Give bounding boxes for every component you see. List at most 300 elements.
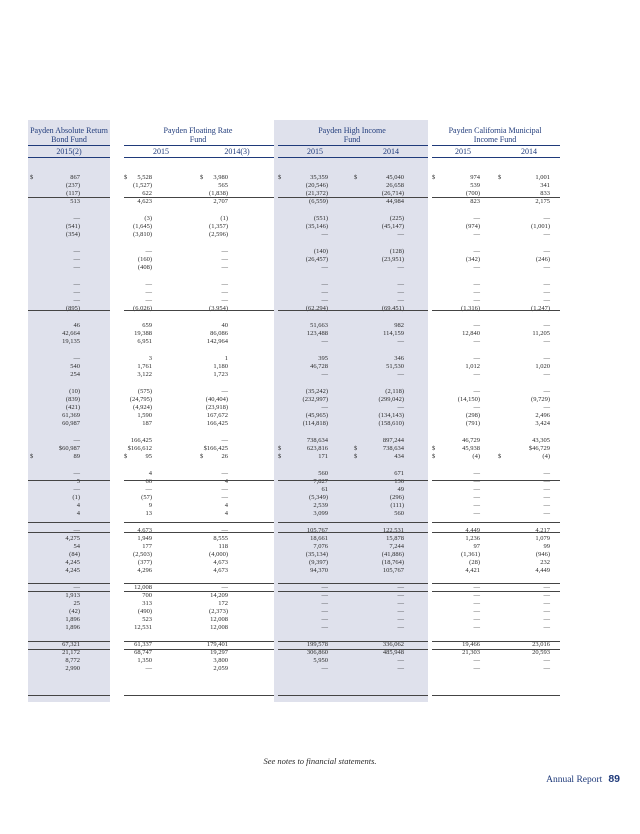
total-rule xyxy=(28,532,110,533)
table-cell: 95 xyxy=(145,453,152,460)
table-cell: 19,388 xyxy=(134,330,152,337)
table-cell: 199,578 xyxy=(306,641,328,648)
table-cell: 2,707 xyxy=(213,198,228,205)
table-cell: (160) xyxy=(137,256,152,263)
table-cell: — xyxy=(321,608,328,615)
table-cell: — xyxy=(473,289,480,296)
total-rule xyxy=(28,695,110,696)
table-row xyxy=(28,281,560,289)
table-cell: — xyxy=(321,264,328,271)
table-cell: — xyxy=(473,592,480,599)
table-cell: — xyxy=(221,584,228,591)
table-cell: 1,761 xyxy=(137,363,152,370)
table-cell: — xyxy=(221,437,228,444)
table-cell: 89 xyxy=(73,453,80,460)
table-cell: — xyxy=(73,297,80,304)
year-header: 2014 xyxy=(383,147,399,156)
total-rule xyxy=(28,583,110,584)
table-cell: 395 xyxy=(318,355,328,362)
table-cell: (1,316) xyxy=(461,305,480,312)
table-cell: 623,816 xyxy=(306,445,328,452)
table-cell: — xyxy=(73,486,80,493)
table-cell: 12,008 xyxy=(210,616,228,623)
table-cell: 254 xyxy=(70,371,80,378)
table-row xyxy=(28,330,560,338)
table-cell: — xyxy=(145,486,152,493)
table-cell: — xyxy=(321,616,328,623)
table-cell: (2,118) xyxy=(385,388,404,395)
table-cell: (1,247) xyxy=(531,305,550,312)
currency-sign: $ xyxy=(278,453,282,460)
table-cell: — xyxy=(73,470,80,477)
fund-name-line: Fund xyxy=(343,135,361,144)
table-cell: 1,001 xyxy=(535,174,550,181)
table-cell: — xyxy=(397,608,404,615)
total-rule xyxy=(28,522,110,523)
table-cell: 67,321 xyxy=(62,641,80,648)
table-cell: $60,987 xyxy=(58,445,80,452)
table-cell: 1,236 xyxy=(465,535,480,542)
table-cell: (1,838) xyxy=(209,190,228,197)
table-row xyxy=(28,437,560,445)
table-cell: 7,827 xyxy=(313,478,328,485)
table-cell: 4,673 xyxy=(213,559,228,566)
fund-name-line: Income Fund xyxy=(473,135,517,144)
table-cell: — xyxy=(473,600,480,607)
table-cell: — xyxy=(473,608,480,615)
table-cell: (4,924) xyxy=(133,404,152,411)
table-cell: 485,948 xyxy=(382,649,404,656)
header-divider xyxy=(432,145,560,146)
currency-sign: $ xyxy=(354,445,358,452)
year-divider xyxy=(28,157,110,158)
table-cell: (35,134) xyxy=(305,551,328,558)
table-row xyxy=(28,551,560,559)
table-cell: — xyxy=(397,624,404,631)
table-cell: — xyxy=(145,248,152,255)
table-cell: 4,449 xyxy=(535,567,550,574)
table-cell: 45,938 xyxy=(462,445,480,452)
currency-sign: $ xyxy=(432,453,436,460)
table-cell: — xyxy=(543,584,550,591)
table-cell: 4,673 xyxy=(213,567,228,574)
table-row xyxy=(28,371,560,379)
currency-sign: $ xyxy=(200,174,204,181)
table-cell: 23,016 xyxy=(532,641,550,648)
table-cell: — xyxy=(397,338,404,345)
table-row xyxy=(28,198,560,206)
table-cell: — xyxy=(543,231,550,238)
total-rule xyxy=(432,197,560,198)
table-cell: 974 xyxy=(470,174,480,181)
table-cell: — xyxy=(473,584,480,591)
table-cell: 40 xyxy=(221,322,228,329)
table-cell: 18,661 xyxy=(310,535,328,542)
currency-sign: $ xyxy=(278,445,282,452)
total-rule xyxy=(278,591,428,592)
table-cell: — xyxy=(473,338,480,345)
table-cell: (24,795) xyxy=(129,396,152,403)
table-cell: 167,672 xyxy=(206,412,228,419)
table-cell: (69,451) xyxy=(381,305,404,312)
table-cell: (40,404) xyxy=(205,396,228,403)
table-cell: 4 xyxy=(224,510,228,517)
table-cell: (575) xyxy=(137,388,152,395)
table-row xyxy=(28,305,560,313)
table-cell: 1,020 xyxy=(535,363,550,370)
table-cell: — xyxy=(221,527,228,534)
table-cell: 51,663 xyxy=(310,322,328,329)
table-cell: (84) xyxy=(69,551,80,558)
table-cell: — xyxy=(73,215,80,222)
header-divider xyxy=(278,145,428,146)
table-cell: — xyxy=(73,264,80,271)
table-cell: — xyxy=(145,289,152,296)
table-cell: 97 xyxy=(473,543,480,550)
table-cell: 1,896 xyxy=(65,616,80,623)
table-cell: — xyxy=(543,600,550,607)
table-cell: 4 xyxy=(76,510,80,517)
year-header: 2014 xyxy=(521,147,537,156)
table-cell: 136 xyxy=(394,478,404,485)
total-rule xyxy=(278,641,428,642)
table-cell: (14,150) xyxy=(457,396,480,403)
table-cell: (4,000) xyxy=(209,551,228,558)
table-row xyxy=(28,494,560,502)
currency-sign: $ xyxy=(124,453,128,460)
currency-sign: $ xyxy=(30,174,34,181)
table-cell: 336,062 xyxy=(382,641,404,648)
table-cell: — xyxy=(543,322,550,329)
total-rule xyxy=(124,583,274,584)
table-cell: 738,634 xyxy=(382,445,404,452)
table-cell: — xyxy=(321,404,328,411)
table-cell: — xyxy=(473,371,480,378)
table-cell: 166,425 xyxy=(206,420,228,427)
total-rule xyxy=(432,480,560,481)
table-cell: (1) xyxy=(220,215,228,222)
table-cell: — xyxy=(473,478,480,485)
table-cell: 9 xyxy=(148,502,152,509)
table-cell: 4,245 xyxy=(65,567,80,574)
table-cell: — xyxy=(321,231,328,238)
table-cell: $166,425 xyxy=(203,445,228,452)
year-divider xyxy=(278,157,428,158)
total-rule xyxy=(432,591,560,592)
table-cell: 4 xyxy=(76,502,80,509)
table-cell: 45,040 xyxy=(386,174,404,181)
table-cell: 1,012 xyxy=(465,363,480,370)
table-cell: — xyxy=(397,281,404,288)
total-rule xyxy=(278,310,428,311)
year-divider xyxy=(432,157,560,158)
table-cell: (35,242) xyxy=(305,388,328,395)
table-cell: 540 xyxy=(70,363,80,370)
table-cell: — xyxy=(221,494,228,501)
currency-sign: $ xyxy=(124,174,128,181)
table-row xyxy=(28,174,560,182)
table-cell: 12,008 xyxy=(210,624,228,631)
table-row xyxy=(28,616,560,624)
table-cell: — xyxy=(473,616,480,623)
table-cell: (1,357) xyxy=(209,223,228,230)
table-cell: — xyxy=(473,248,480,255)
table-row xyxy=(28,182,560,190)
table-cell: 49 xyxy=(397,486,404,493)
table-cell: — xyxy=(543,494,550,501)
table-cell: 2,175 xyxy=(535,198,550,205)
currency-sign: $ xyxy=(278,174,282,181)
table-cell: 1,949 xyxy=(137,535,152,542)
total-rule xyxy=(124,591,274,592)
table-row xyxy=(28,404,560,412)
total-rule xyxy=(124,695,274,696)
table-cell: (3) xyxy=(144,215,152,222)
currency-sign: $ xyxy=(30,453,34,460)
table-cell: 2,496 xyxy=(535,412,550,419)
table-cell: 5,950 xyxy=(313,657,328,664)
table-cell: (26,714) xyxy=(381,190,404,197)
total-rule xyxy=(124,522,274,523)
table-cell: 1 xyxy=(224,355,228,362)
currency-sign: $ xyxy=(498,174,502,181)
table-cell: 114,159 xyxy=(383,330,404,337)
table-cell: $166,612 xyxy=(127,445,152,452)
table-cell: — xyxy=(321,371,328,378)
table-cell: 35,359 xyxy=(310,174,328,181)
table-row xyxy=(28,502,560,510)
total-rule xyxy=(278,583,428,584)
table-cell: (246) xyxy=(535,256,550,263)
table-row xyxy=(28,231,560,239)
table-cell: 51,530 xyxy=(386,363,404,370)
table-cell: 4,296 xyxy=(137,567,152,574)
table-cell: 6,951 xyxy=(137,338,152,345)
table-cell: — xyxy=(397,264,404,271)
table-cell: (421) xyxy=(65,404,80,411)
table-cell: (111) xyxy=(390,502,404,509)
table-cell: (57) xyxy=(141,494,152,501)
table-cell: — xyxy=(73,281,80,288)
table-cell: (41,886) xyxy=(381,551,404,558)
table-cell: (2,503) xyxy=(133,551,152,558)
total-rule xyxy=(278,649,428,650)
table-cell: — xyxy=(473,281,480,288)
table-cell: 982 xyxy=(394,322,404,329)
table-cell: — xyxy=(321,592,328,599)
table-cell: 142,964 xyxy=(206,338,228,345)
table-cell: — xyxy=(473,486,480,493)
table-cell: 15,878 xyxy=(386,535,404,542)
table-cell: (9,397) xyxy=(309,559,328,566)
table-cell: — xyxy=(397,297,404,304)
table-cell: 1,896 xyxy=(65,624,80,631)
table-cell: 539 xyxy=(470,182,480,189)
table-cell: — xyxy=(221,486,228,493)
table-cell: 12,008 xyxy=(134,584,152,591)
table-cell: — xyxy=(543,608,550,615)
table-row xyxy=(28,297,560,305)
table-cell: — xyxy=(145,281,152,288)
total-rule xyxy=(28,480,110,481)
table-cell: 66 xyxy=(145,478,152,485)
table-cell: 4 xyxy=(224,502,228,509)
table-cell: (6,559) xyxy=(309,198,328,205)
table-cell: 4,673 xyxy=(137,527,152,534)
table-cell: — xyxy=(321,281,328,288)
header-divider xyxy=(124,145,274,146)
table-cell: — xyxy=(73,355,80,362)
total-rule xyxy=(278,522,428,523)
table-row xyxy=(28,543,560,551)
table-cell: — xyxy=(543,338,550,345)
table-cell: (1,527) xyxy=(133,182,152,189)
table-cell: — xyxy=(221,470,228,477)
table-cell: 232 xyxy=(540,559,550,566)
table-cell: — xyxy=(543,657,550,664)
total-rule xyxy=(432,695,560,696)
table-cell: (3,954) xyxy=(209,305,228,312)
total-rule xyxy=(124,641,274,642)
table-cell: 823 xyxy=(470,198,480,205)
year-divider xyxy=(124,157,274,158)
table-cell: 19,466 xyxy=(462,641,480,648)
table-cell: 68,747 xyxy=(134,649,152,656)
table-cell: (298) xyxy=(465,412,480,419)
table-cell: — xyxy=(321,600,328,607)
table-cell: (4) xyxy=(542,453,550,460)
table-row xyxy=(28,355,560,363)
table-row xyxy=(28,363,560,371)
table-cell: 4 xyxy=(224,478,228,485)
table-cell: 14,209 xyxy=(210,592,228,599)
table-cell: 123,488 xyxy=(306,330,328,337)
year-header: 2015 xyxy=(455,147,471,156)
table-cell: 46,728 xyxy=(310,363,328,370)
table-cell: 19,297 xyxy=(210,649,228,656)
total-rule xyxy=(278,197,428,198)
table-cell: (23,951) xyxy=(381,256,404,263)
table-cell: — xyxy=(543,297,550,304)
table-cell: 4 xyxy=(148,470,152,477)
table-cell: 560 xyxy=(394,510,404,517)
table-cell: — xyxy=(543,510,550,517)
table-cell: — xyxy=(473,510,480,517)
table-cell: — xyxy=(543,502,550,509)
fund-header-absolute-return xyxy=(28,126,110,144)
table-cell: — xyxy=(543,289,550,296)
table-cell: — xyxy=(221,289,228,296)
table-cell: — xyxy=(397,616,404,623)
table-cell: 43,305 xyxy=(532,437,550,444)
table-cell: (5,349) xyxy=(309,494,328,501)
table-cell: 3,122 xyxy=(137,371,152,378)
table-row xyxy=(28,338,560,346)
table-cell: 11,205 xyxy=(532,330,550,337)
table-cell: 346 xyxy=(394,355,404,362)
table-cell: — xyxy=(221,297,228,304)
table-cell: 4,275 xyxy=(65,535,80,542)
total-rule xyxy=(432,641,560,642)
total-rule xyxy=(432,310,560,311)
financial-table xyxy=(28,0,560,834)
table-cell: — xyxy=(543,281,550,288)
table-cell: — xyxy=(397,404,404,411)
table-cell: 26 xyxy=(221,453,228,460)
table-cell: — xyxy=(397,665,404,672)
table-cell: 26,658 xyxy=(386,182,404,189)
total-rule xyxy=(28,649,110,650)
table-cell: 25 xyxy=(73,600,80,607)
table-cell: 1,590 xyxy=(137,412,152,419)
table-cell: 560 xyxy=(318,470,328,477)
table-row xyxy=(28,388,560,396)
table-cell: (791) xyxy=(465,420,480,427)
table-cell: (158,610) xyxy=(378,420,404,427)
table-cell: 2,059 xyxy=(213,665,228,672)
table-cell: — xyxy=(543,248,550,255)
page-number: 89 xyxy=(608,773,620,785)
table-cell: — xyxy=(543,478,550,485)
table-cell: 105,767 xyxy=(382,567,404,574)
table-row xyxy=(28,665,560,673)
table-row xyxy=(28,649,560,657)
table-cell: 1,350 xyxy=(137,657,152,664)
table-cell: (541) xyxy=(65,223,80,230)
table-cell: (354) xyxy=(65,231,80,238)
table-cell: (551) xyxy=(313,215,328,222)
table-row xyxy=(28,592,560,600)
table-row xyxy=(28,289,560,297)
table-row xyxy=(28,624,560,632)
table-row xyxy=(28,608,560,616)
table-cell: — xyxy=(397,371,404,378)
total-rule xyxy=(432,649,560,650)
table-cell: — xyxy=(145,665,152,672)
table-cell: (117) xyxy=(66,190,80,197)
table-cell: 3,099 xyxy=(313,510,328,517)
table-cell: 565 xyxy=(218,182,228,189)
table-row xyxy=(28,248,560,256)
table-cell: (946) xyxy=(535,551,550,558)
table-cell: 1,180 xyxy=(213,363,228,370)
table-cell: (134,143) xyxy=(378,412,404,419)
table-cell: 20,593 xyxy=(532,649,550,656)
total-rule xyxy=(278,695,428,696)
table-cell: — xyxy=(473,470,480,477)
table-cell: 118 xyxy=(218,543,228,550)
table-cell: 46 xyxy=(73,322,80,329)
table-cell: 4,623 xyxy=(137,198,152,205)
table-cell: 179,401 xyxy=(206,641,228,648)
total-rule xyxy=(432,583,560,584)
table-cell: 60,987 xyxy=(62,420,80,427)
table-row xyxy=(28,567,560,575)
table-cell: — xyxy=(543,624,550,631)
table-cell: — xyxy=(473,264,480,271)
table-cell: 171 xyxy=(318,453,328,460)
table-cell: 166,425 xyxy=(130,437,152,444)
year-header: 2015(2) xyxy=(56,147,82,156)
table-cell: (299,042) xyxy=(378,396,404,403)
table-row xyxy=(28,510,560,518)
table-cell: — xyxy=(543,215,550,222)
table-cell: 21,303 xyxy=(462,649,480,656)
total-rule xyxy=(124,532,274,533)
table-cell: — xyxy=(221,388,228,395)
table-cell: 3,980 xyxy=(213,174,228,181)
table-cell: 4,449 xyxy=(465,527,480,534)
